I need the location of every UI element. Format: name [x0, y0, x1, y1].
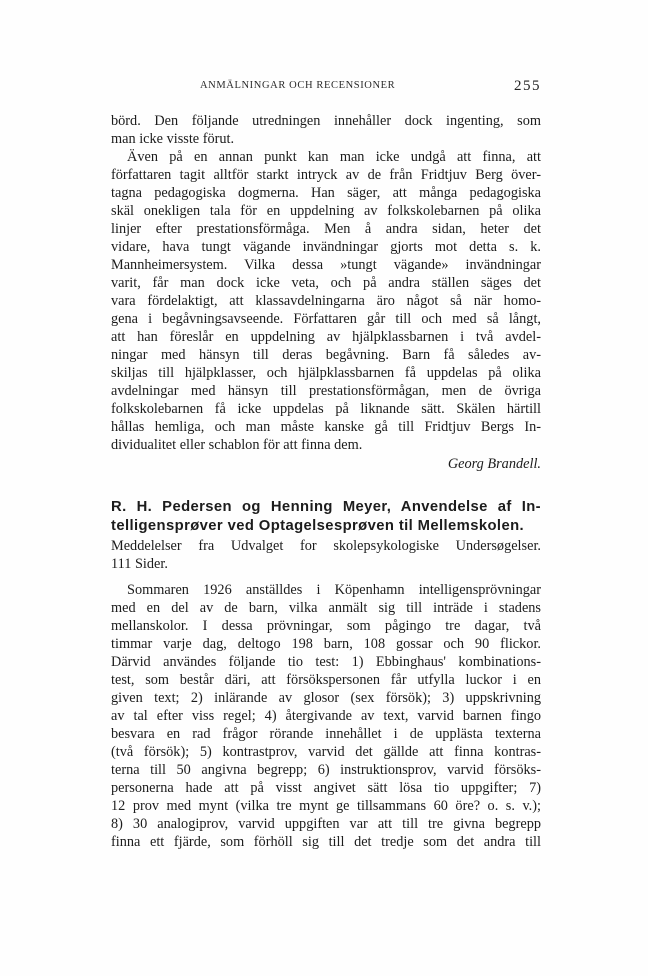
- text-line: Sommaren 1926 anställdes i Köpenhamn intelligensprövningar: [127, 582, 541, 598]
- text-line: given text; 2) inlärande av glosor (sex försök); 3) uppskrivning: [111, 690, 541, 706]
- text-line: vara fördelaktigt, att klassavdelningarna äro något så när homo-: [111, 293, 541, 309]
- text-line: personerna hade att på visst angivet sätt lösa tio uppgifter; 7): [111, 780, 541, 796]
- review-subtitle: Meddelelser fra Udvalget for skolepsykologiske Undersøgelser.: [111, 538, 541, 554]
- text-line: att han föreslår en uppdelning av hjälpklassbarnen i två avdel-: [111, 329, 541, 345]
- text-line: timmar varje dag, deltogo 198 barn, 108 gossar och 90 flickor.: [111, 636, 541, 652]
- text-line: mellanskolor. I dessa prövningar, som pågingo tre dagar, två: [111, 618, 541, 634]
- text-line: dividualitet eller schablon för att finna dem.: [111, 437, 363, 453]
- review-subtitle: 111 Sider.: [111, 556, 168, 572]
- reviewer-signature: Georg Brandell.: [447, 456, 541, 472]
- text-line: Även på en annan punkt kan man icke undgå att finna, att: [127, 149, 541, 165]
- text-line: (två försök); 5) kontrastprov, varvid det gällde att finna kontras-: [111, 744, 541, 760]
- review-heading: R. H. Pedersen og Henning Meyer, Anvendelse af In-: [111, 499, 541, 515]
- text-line: skäl onekligen tala för en uppdelning av folkskolebarnen på olika: [111, 203, 541, 219]
- text-line: test, som består däri, att försökspersonen får utfylla luckor i en: [111, 672, 541, 688]
- text-line: med en del av de barn, vilka anmält sig till inträde i stadens: [111, 600, 541, 616]
- text-line: gena i begåvningsavseende. Författaren går till och med så långt,: [111, 311, 541, 327]
- page-header: [0, 78, 648, 98]
- page-number: 255: [514, 78, 541, 94]
- text-line: avdelningar med hänsyn till prestationsförmågan, men de övriga: [111, 383, 541, 399]
- text-line: ningar med hänsyn till deras begåvning. Barn få således av-: [111, 347, 541, 363]
- text-line: besvara en rad frågor rörande innehållet i de upplästa texterna: [111, 726, 541, 742]
- text-line: man icke visste förut.: [111, 131, 235, 147]
- text-line: terna till 50 angivna begrepp; 6) instruktionsprov, varvid försöks-: [111, 762, 541, 778]
- text-line: 8) 30 analogiprov, varvid uppgiften var att till tre givna begrepp: [111, 816, 541, 832]
- text-line: författaren tagit alltför starkt intryck av de från Fridtjuv Berg över-: [111, 167, 541, 183]
- text-line: Därvid användes följande tio test: 1) Ebbinghaus' kombinations-: [111, 654, 541, 670]
- text-line: skiljas till hjälpklasser, och hjälpklassbarnen få uppdelas på olika: [111, 365, 541, 381]
- text-line: Mannheimersystem. Vilka dessa »tungt vägande» invändningar: [111, 257, 541, 273]
- text-line: 12 prov med mynt (vilka tre mynt ge tillsammans 60 öre? o. s. v.);: [111, 798, 541, 814]
- text-line: tagna pedagogiska dogmerna. Han säger, att många pedagogiska: [111, 185, 541, 201]
- text-line: linjer efter prestationsförmåga. Men å andra sidan, heter det: [111, 221, 541, 237]
- text-line: av tal efter viss regel; 4) återgivande av text, varvid barnen fingo: [111, 708, 541, 724]
- text-line: börd. Den följande utredningen innehåller dock ingenting, som: [111, 113, 541, 129]
- text-line: vidare, hava tungt vägande invändningar gjorts mot detta s. k.: [111, 239, 541, 255]
- text-line: finna ett fjärde, som förhöll sig till det tredje som det andra till: [111, 834, 541, 850]
- text-line: folkskolebarnen få icke uppdelas på liknande sätt. Skälen härtill: [111, 401, 541, 417]
- review-heading: telligensprøver ved Optagelsesprøven til Mellemskolen.: [111, 518, 525, 534]
- text-line: hållas hemliga, och man måste kanske gå till Fridtjuv Bergs In-: [111, 419, 541, 435]
- text-line: varit, får man dock icke veta, och på andra ställen säges det: [111, 275, 541, 291]
- running-head: ANMÄLNINGAR OCH RECENSIONER: [200, 80, 396, 91]
